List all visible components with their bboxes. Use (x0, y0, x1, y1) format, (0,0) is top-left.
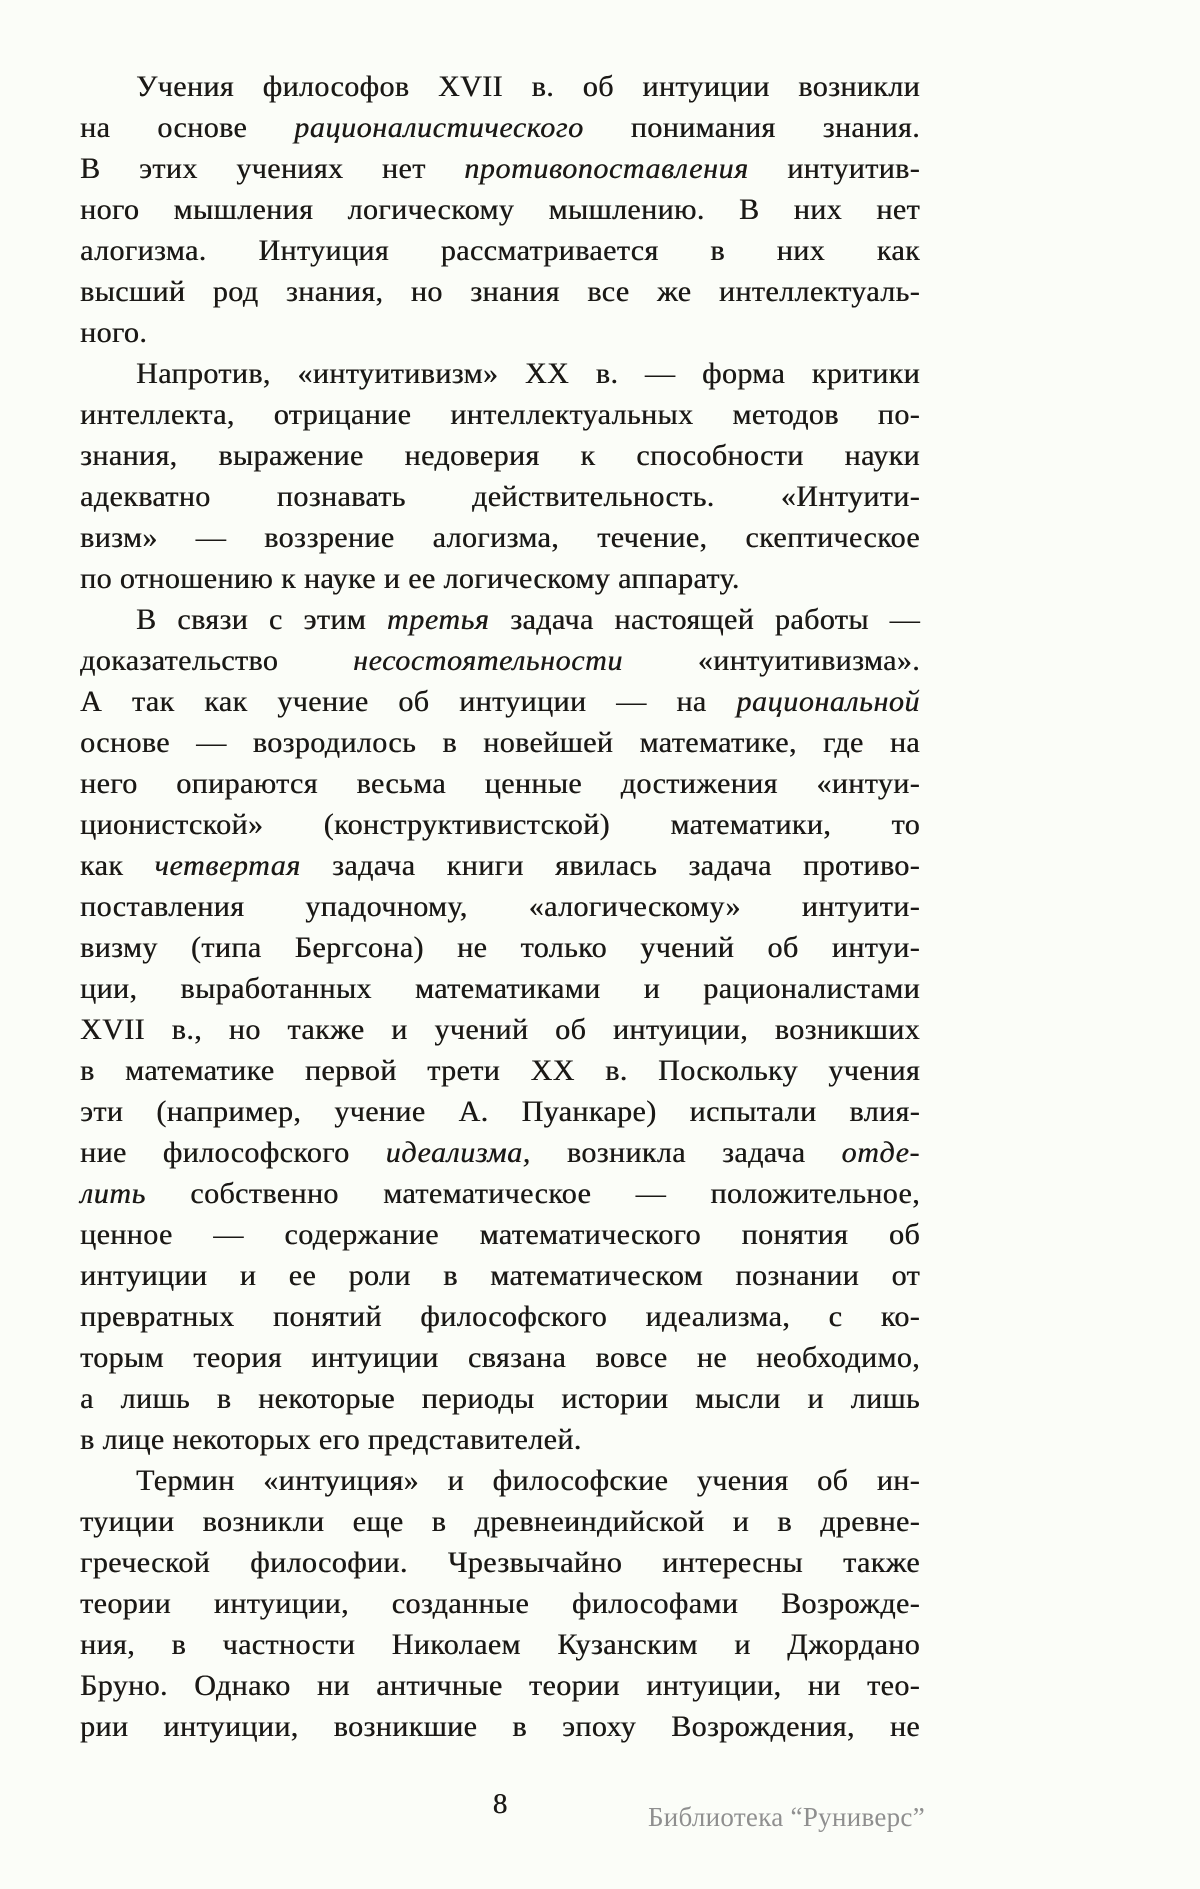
regular-text: Бруно. Однако ни античные теории интуиции, ни тео- (80, 1669, 920, 1702)
italic-text: рационалистического (294, 111, 584, 144)
regular-text: ценное — содержание математического понятия об (80, 1218, 920, 1251)
text-line (80, 722, 920, 763)
text-line (80, 517, 920, 558)
regular-text: В этих учениях нет (80, 152, 465, 185)
regular-text: ционистской» (конструктивистской) математики, то (80, 808, 920, 841)
text-line (80, 1583, 920, 1624)
regular-text: собственно математическое — положительное, (145, 1177, 920, 1210)
italic-text: идеализма, (385, 1136, 531, 1169)
text-line (80, 1624, 920, 1665)
regular-text: как (80, 849, 155, 882)
text-line (80, 435, 920, 476)
text-line (80, 1050, 920, 1091)
italic-text: лить (80, 1177, 146, 1210)
text-line (80, 1419, 920, 1460)
regular-text: интуитив- (748, 152, 920, 185)
text-line (80, 1542, 920, 1583)
regular-text: ного. (80, 316, 148, 349)
regular-text: знания, выражение недоверия к способности науки (80, 439, 920, 472)
text-line (80, 1009, 920, 1050)
text-line (80, 476, 920, 517)
text-line (80, 189, 920, 230)
paragraph (80, 353, 920, 599)
regular-text: него опираются весьма ценные достижения «интуи- (80, 767, 920, 800)
text-line (80, 845, 920, 886)
regular-text: ние философского (80, 1136, 386, 1169)
regular-text: туиции возникли еще в древнеиндийской и в древне- (80, 1505, 920, 1538)
paragraph (80, 599, 920, 1460)
paragraph (80, 66, 920, 353)
regular-text: доказательство (80, 644, 353, 677)
italic-text: третья (386, 603, 490, 636)
regular-text: понимания знания. (583, 111, 921, 144)
regular-text: на основе (80, 111, 295, 144)
regular-text: визму (типа Бергсона) не только учений об интуи- (80, 931, 920, 964)
text-line (80, 353, 920, 394)
page-number: 8 (492, 1788, 508, 1820)
text-line (80, 1665, 920, 1706)
text-line (80, 763, 920, 804)
regular-text: греческой философии. Чрезвычайно интересны также (80, 1546, 920, 1579)
italic-text: несостоятельности (352, 644, 623, 677)
regular-text: высший род знания, но знания все же интеллектуаль- (80, 275, 920, 308)
text-line (80, 1706, 920, 1747)
regular-text: возникла задача (530, 1136, 842, 1169)
regular-text: теории интуиции, созданные философами Возрожде- (80, 1587, 920, 1620)
text-line (80, 558, 920, 599)
italic-text: рациональной (736, 685, 920, 718)
text-line (80, 1091, 920, 1132)
italic-text: противопоставления (464, 152, 749, 185)
paragraph (80, 1460, 920, 1747)
regular-text: XVII в., но также и учений об интуиции, возникших (80, 1013, 920, 1046)
text-line (80, 1255, 920, 1296)
regular-text: основе — возродилось в новейшей математике, где на (80, 726, 920, 759)
regular-text: Напротив, «интуитивизм» XX в. — форма критики (136, 357, 920, 390)
regular-text: а лишь в некоторые периоды истории мысли и лишь (80, 1382, 920, 1415)
regular-text: алогизма. Интуиция рассматривается в них как (80, 234, 920, 267)
regular-text: эти (например, учение А. Пуанкаре) испытали влия- (80, 1095, 920, 1128)
text-line (80, 394, 920, 435)
regular-text: рии интуиции, возникшие в эпоху Возрождения, не (80, 1710, 920, 1743)
regular-text: Учения философов XVII в. об интуиции возникли (136, 70, 920, 103)
text-line (80, 312, 920, 353)
text-line (80, 1460, 920, 1501)
italic-text: четвертая (154, 849, 301, 882)
text-line (80, 886, 920, 927)
text-line (80, 66, 920, 107)
regular-text: В связи с этим (136, 603, 387, 636)
text-line (80, 148, 920, 189)
regular-text: задача настоящей работы — (489, 603, 920, 636)
regular-text: «интуитивизма». (622, 644, 920, 677)
regular-text: ния, в частности Николаем Кузанским и Джордано (80, 1628, 920, 1661)
text-line (80, 927, 920, 968)
regular-text: в лице некоторых его представителей. (80, 1423, 582, 1456)
text-line (80, 599, 920, 640)
text-line (80, 640, 920, 681)
text-line (80, 681, 920, 722)
regular-text: А так как учение об интуиции — на (80, 685, 737, 718)
text-line (80, 1214, 920, 1255)
library-watermark: Библиотека “Руниверс” (647, 1802, 925, 1832)
regular-text: поставления упадочному, «алогическому» интуити- (80, 890, 920, 923)
regular-text: Термин «интуиция» и философские учения об ин- (136, 1464, 920, 1497)
regular-text: ции, выработанных математиками и рационалистами (80, 972, 920, 1005)
text-line (80, 804, 920, 845)
regular-text: задача книги явилась задача противо- (300, 849, 920, 882)
regular-text: торым теория интуиции связана вовсе не необходимо, (80, 1341, 920, 1374)
text-line (80, 968, 920, 1009)
regular-text: интеллекта, отрицание интеллектуальных методов по- (80, 398, 920, 431)
text-line (80, 1501, 920, 1542)
regular-text: в математике первой трети XX в. Поскольку учения (80, 1054, 920, 1087)
text-line (80, 107, 920, 148)
regular-text: интуиции и ее роли в математическом познании от (80, 1259, 920, 1292)
text-line (80, 230, 920, 271)
regular-text: ного мышления логическому мышлению. В них нет (80, 193, 920, 226)
text-line (80, 1132, 920, 1173)
regular-text: превратных понятий философского идеализма, с ко- (80, 1300, 920, 1333)
page-text (80, 66, 920, 1747)
regular-text: адекватно познавать действительность. «Интуити- (80, 480, 920, 513)
text-line (80, 271, 920, 312)
italic-text: отде- (841, 1136, 920, 1169)
regular-text: по отношению к науке и ее логическому аппарату. (80, 562, 740, 595)
text-line (80, 1173, 920, 1214)
text-line (80, 1296, 920, 1337)
regular-text: визм» — воззрение алогизма, течение, скептическое (80, 521, 920, 554)
text-line (80, 1378, 920, 1419)
text-line (80, 1337, 920, 1378)
